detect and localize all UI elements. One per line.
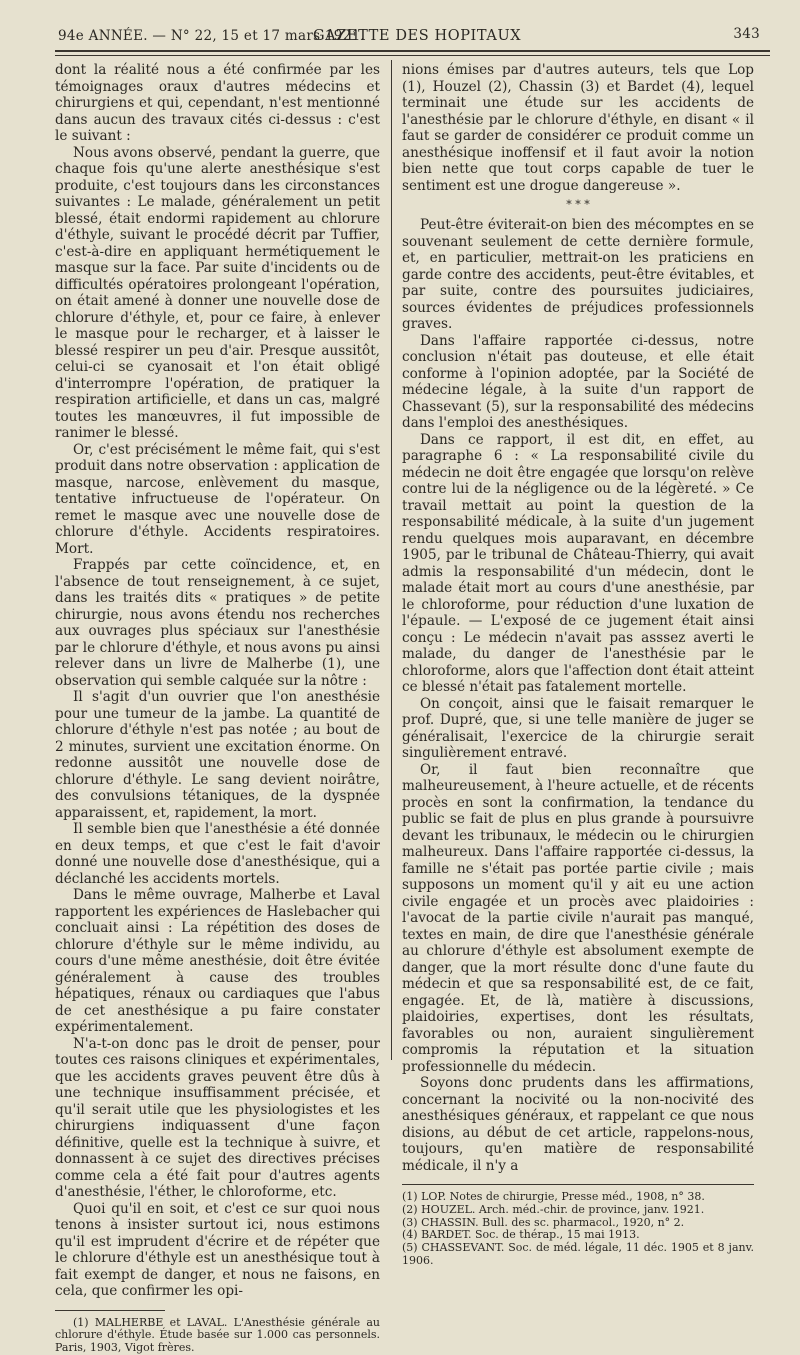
footnote: (1) LOP. Notes de chirurgie, Presse méd., 1908, n° 38. [402, 1190, 705, 1203]
section-break: * * * [566, 198, 590, 211]
paragraph: N'a-t-on donc pas le droit de penser, pour toutes ces raisons cliniques et expérimentales, que les accidents graves peuvent être dûs à une technique insuffisamment précisée, et qu'il serait utile que les physiologistes et les chirurgiens indiquassent d'une façon définitive, quelle est la technique à suivre, et donnassent à ce sujet des directives précises comme cela a été fait pour d'autres agents d'anesthésie, l'éther, le chloroforme, etc. [55, 1035, 380, 1200]
footnote: (3) CHASSIN. Bull. des sc. pharmacol., 1920, n° 2. [402, 1215, 685, 1229]
issue-info: 94e ANNÉE. — N° 22, 15 et 17 mars 1921. [58, 28, 366, 44]
footnote: (5) CHASSEVANT. Soc. de méd. légale, 11 déc. 1905 et 8 janv. 1906. [402, 1241, 754, 1267]
footnote: (2) HOUZEL. Arch. méd.-chir. de province, janv. 1921. [402, 1202, 705, 1216]
paragraph: Frappés par cette coïncidence, et, en l'absence de tout renseignement, à ce sujet, dans les traités dits « pratiques » de petite chirurgie, nous avons étendu nos recherches aux ouvrages plus spéciaux sur l'anesthésie par le chlorure d'éthyle, et nous avons pu ainsi relever dans un livre de Malherbe (1), une observation qui semble calquée sur la nôtre : [55, 557, 380, 689]
paragraph: nions émises par d'autres auteurs, tels que Lop (1), Houzel (2), Chassin (3) et Bardet (4), lequel terminait une étude sur les accidents de l'anesthésie par le chlorure d'éthyle, en disant « il faut se garder de considérer ce produit comme un anesthésique inoffensif et il faut avoir la notion bien nette que tout corps capable de tuer le sentiment est une drogue dangereuse ». [402, 62, 754, 194]
paragraph: Peut-être éviterait-on bien des mécomptes en se souvenant seulement de cette dernière formule, et, en particulier, mettrait-on les praticiens en garde contre des accidents, peut-être évitables, et par suite, contre des poursuites judiciaires, sources évidentes de préjudices professionnels graves. [402, 217, 754, 332]
header-rule-thin [55, 55, 770, 56]
column-divider [391, 60, 392, 1060]
paragraph: Nous avons observé, pendant la guerre, que chaque fois qu'une alerte anesthésique s'est produite, c'est toujours dans les circonstances suivantes : Le malade, généralement un petit blessé, était endormi rapidement au chlorure d'éthyle, suivant le procédé décrit par Tuffier, c'est-à-dire en appliquant hermétiquement le masque sur la face. Par suite d'incidents ou de difficultés opératoires prolongeant l'opération, on était amené à donner une nouvelle dose de chlorure d'éthyle, et, pour ce faire, à enlever le masque pour le recharger, et à laisser le blessé respirer un peu d'air. Presque aussitôt, celui-ci se cyanosait et l'on était obligé d'interrompre l'opération, de pratiquer la respiration artificielle, et dans un cas, malgré toutes les manœuvres, il fut impossible de ranimer le blessé. [55, 144, 380, 441]
footnote-rule [402, 1184, 754, 1185]
paragraph: Or, il faut bien reconnaître que malheureusement, à l'heure actuelle, et de récents procès en sont la confirmation, la tendance du public se fait de plus en plus grande à poursuivre devant les tribunaux, le médecin ou le chirurgien malheureux. Dans l'affaire rapportée ci-dessus, la famille ne s'était pas portée partie civile ; mais supposons un moment qu'il y ait eu une action civile engagée et un procès avec plaidoiries : l'avocat de la partie civile n'aurait pas manqué, textes en main, de dire que l'anesthésie générale au chlorure d'éthyle est absolument exempte de danger, que la mort résulte donc d'une faute du médecin et que sa responsabilité est, de ce fait, engagée. Et, de là, matière à discussions, plaidoiries, expertises, dont les résultats, favorables ou non, auraient singulièrement compromis la réputation et la situation professionnelle du médecin. [402, 761, 754, 1075]
right-column [402, 62, 754, 1268]
journal-title: GAZETTE DES HOPITAUX [313, 28, 522, 44]
paragraph: Dans le même ouvrage, Malherbe et Laval rapportent les expériences de Haslebacher qui concluait ainsi : La répétition des doses de chlorure d'éthyle sur le même individu, au cours d'une même anesthésie, doit être évitée généralement à cause des troubles hépatiques, rénaux ou cardiaques que l'abus de cet anesthésique a pu faire constater expérimentalement. [55, 887, 380, 1035]
paragraph: Or, c'est précisément le même fait, qui s'est produit dans notre observation : application de masque, narcose, enlèvement du masque, tentative infructueuse de l'opérateur. On remet le masque avec une nouvelle dose de chlorure d'éthyle. Accidents respiratoires. Mort. [55, 441, 380, 557]
paragraph: Dans l'affaire rapportée ci-dessus, notre conclusion n'était pas douteuse, et elle était conforme à l'opinion adoptée, par la Société de médecine légale, à la suite d'un rapport de Chassevant (5), sur la responsabilité des médecins dans l'emploi des anesthésiques. [402, 332, 754, 431]
header-rule-thick [55, 50, 770, 52]
paragraph: Il s'agit d'un ouvrier que l'on anesthésie pour une tumeur de la jambe. La quantité de chlorure d'éthyle n'est pas notée ; au bout de 2 minutes, survient une excitation énorme. On redonne aussitôt une nouvelle dose de chlorure d'éthyle. Le sang devient noirâtre, des convulsions tétaniques, de la dyspnée apparaissent, et, rapidement, la mort. [55, 689, 380, 821]
paragraph: On conçoit, ainsi que le faisait remarquer le prof. Dupré, que, si une telle manière de juger se généralisait, l'exercice de la chirurgie serait singulièrement entravé. [402, 695, 754, 761]
footnote: (1) MALHERBE et LAVAL. L'Anesthésie générale au chlorure d'éthyle. Étude basée sur 1.000 cas personnels. Paris, 1903, Vigot frères. [55, 1315, 380, 1355]
footnote: (4) BARDET. Soc. de thérap., 15 mai 1913. [402, 1228, 640, 1242]
paragraph: Soyons donc prudents dans les affirmations, concernant la nocivité ou la non-nocivité des anesthésiques généraux, et rappelant ce que nous disions, au début de cet article, rappelons-nous, toujours, qu'en matière de responsabilité médicale, il n'y a [402, 1075, 754, 1174]
page-header [58, 22, 770, 52]
left-column [55, 62, 380, 1355]
page-number: 343 [733, 26, 760, 42]
paragraph: Il semble bien que l'anesthésie a été donnée en deux temps, et que c'est le fait d'avoir donné une nouvelle dose d'anesthésique, qui a déclanché les accidents mortels. [55, 821, 380, 887]
paragraph: Dans ce rapport, il est dit, en effet, au paragraphe 6 : « La responsabilité civile du médecin ne doit être engagée que lorsqu'on relève contre lui de la négligence ou de la légèreté. » Ce travail mettait au point la question de la responsabilité médicale, à la suite d'un jugement rendu quelques mois auparavant, en décembre 1905, par le tribunal de Château-Thierry, qui avait admis la responsabilité d'un médecin, dont le malade était mort au cours d'une anesthésie, par le chloroforme, pour réduction d'une luxation de l'épaule. — L'exposé de ce jugement était ainsi conçu : Le médecin n'avait pas asssez averti le malade, du danger de l'anesthésie par le chloroforme, alors que l'affection dont était atteint ce blessé n'était pas fatalement mortelle. [402, 431, 754, 695]
footnote-rule [55, 1310, 165, 1311]
paragraph: Quoi qu'il en soit, et c'est ce sur quoi nous tenons à insister surtout ici, nous estimons qu'il est imprudent d'écrire et de répéter que le chlorure d'éthyle est un anesthésique tout à fait exempt de danger, et nous ne faisons, en cela, que confirmer les opi- [55, 1200, 380, 1299]
paragraph: dont la réalité nous a été confirmée par les témoignages oraux d'autres médecins et chirurgiens et qui, cependant, n'est mentionné dans aucun des travaux cités ci-dessus : c'est le suivant : [55, 62, 380, 144]
